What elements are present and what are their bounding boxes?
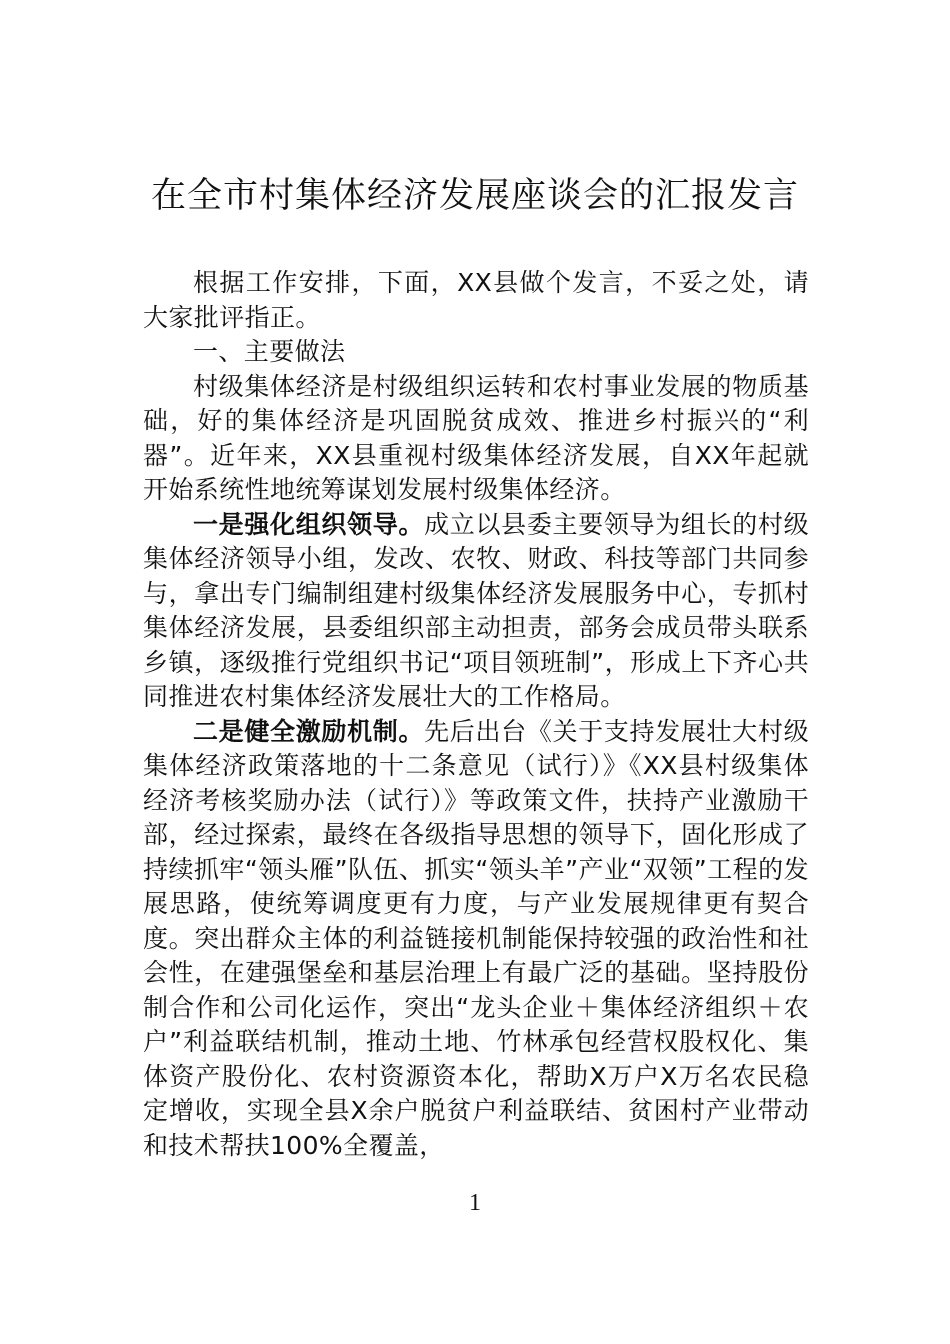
paragraph-intro	[143, 266, 809, 335]
paragraph-text: 根据工作安排，下面，XX县做个发言，不妥之处，请大家批评指正。	[143, 268, 809, 332]
page-number: 1	[469, 1190, 481, 1216]
paragraph-lead: 一是强化组织领导。	[193, 509, 425, 539]
section-heading	[143, 335, 809, 370]
paragraph-text: 村级集体经济是村级组织运转和农村事业发展的物质基础，好的集体经济是巩固脱贫成效、推进乡村振兴的“利器”。近年来，XX县重视村级集体经济发展，自XX年起就开始系统性地统筹谋划发展村级集体经济。	[143, 371, 809, 504]
paragraph-incentive	[143, 715, 809, 1164]
paragraph-background	[143, 370, 809, 508]
paragraph-lead: 二是健全激励机制。	[193, 716, 425, 746]
document-body	[143, 266, 809, 1163]
paragraph-text: 成立以县委主要领导为组长的村级集体经济领导小组，发改、农牧、财政、科技等部门共同参与，拿出专门编制组建村级集体经济发展服务中心，专抓村集体经济发展，县委组织部主动担责，部务会成员带头联系乡镇，逐级推行党组织书记“项目领班制”，形成上下齐心共同推进农村集体经济发展壮大的工作格局。	[143, 509, 809, 711]
paragraph-text: 先后出台《关于支持发展壮大村级集体经济政策落地的十二条意见（试行）》《XX县村级集体经济考核奖励办法（试行）》等政策文件，扶持产业激励干部，经过探索，最终在各级指导思想的领导下，固化形成了持续抓牢“领头雁”队伍、抓实“领头羊”产业“双领”工程的发展思路，使统筹调度更有力度，与产业发展规律更有契合度。突出群众主体的利益链接机制能保持较强的政治性和社会性，在建强堡垒和基层治理上有最广泛的基础。坚持股份制合作和公司化运作，突出“龙头企业＋集体经济组织＋农户”利益联结机制，推动土地、竹林承包经营权股权化、集体资产股份化、农村资源资本化，帮助X万户X万名农民稳定增收，实现全县X余户脱贫户利益联结、贫困村产业带动和技术帮扶100%全覆盖，	[143, 716, 809, 1160]
document-title: 在全市村集体经济发展座谈会的汇报发言	[150, 176, 799, 216]
section-heading-text: 一、主要做法	[193, 337, 346, 366]
paragraph-organization	[143, 508, 809, 715]
